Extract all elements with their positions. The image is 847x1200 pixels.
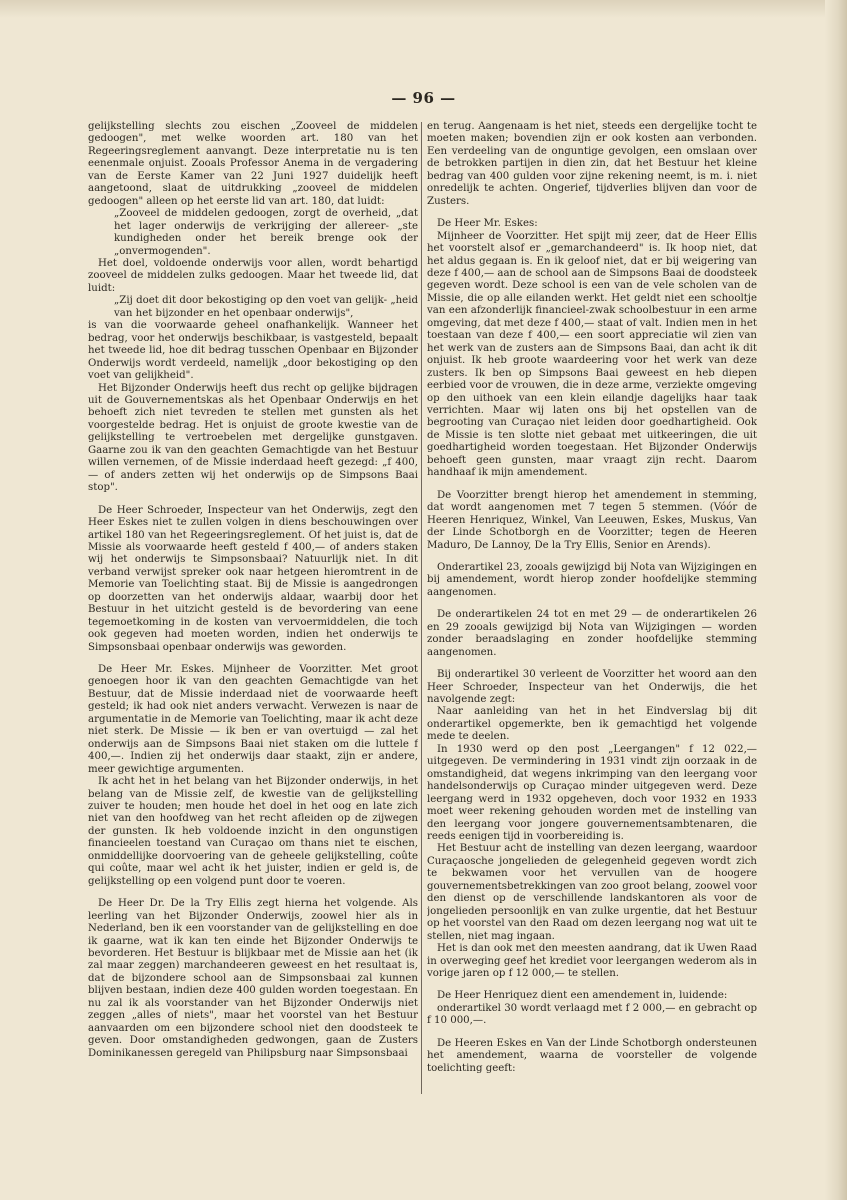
paragraph: De Heer Schroeder, Inspecteur van het Onderwijs, zegt den Heer Eskes niet te zullen volgen in diens beschouwingen over artikel 180 van het Regeeringsreglement. Of het juist is, dat de Missie als voorwaarde heeft gesteld f 400,— of anders staken wij het onderwijs te Simpsonsbaai? Natuurlijk niet. In dit verband verwijst spreker ook naar hetgeen hieromtrent in de Memorie van Toelichting staat. Bij de Missie is aangedrongen op doorzetten van het onderwijs aldaar, waarbij door het Bestuur in het uitzicht gesteld is de bevordering van eene tegemoetkoming in de kosten van vervoermiddelen, die toch ook gegeven had moeten worden, indien het onderwijs te Simpsonsbaai openbaar onderwijs was geworden. — [88, 504, 418, 653]
paragraph: en terug. Aangenaam is het niet, steeds een dergelijke tocht te moeten maken; bovendien zijn er ook kosten aan verbonden. Een verdeeling van de onguntige gevolgen, een omslaan over de betrokken partijen in dien zin, dat het Bestuur het kleine bedrag van 400 gulden voor zijne rekening neemt, is m. i. niet onredelijk te achten. Ongerief, tijdverlies blijven dan voor de Zusters. — [427, 121, 757, 207]
quotation: „Zooveel de middelen gedoogen, zorgt de overheid, „dat het lager onderwijs de verkrijging der allereer- „ste kundigheden onder het bereik brenge ook der „onvermogenden". — [114, 208, 418, 257]
paragraph: De Voorzitter brengt hierop het amendement in stemming, dat wordt aangenomen met 7 tegen 5 stemmen. (Vóór de Heeren Henriquez, Winkel, Van Leeuwen, Eskes, Muskus, Van der Linde Schotborgh en de Voorzitter; tegen de Heeren Maduro, De Lannoy, De la Try Ellis, Senior en Arends). — [427, 489, 757, 551]
paragraph: Het Bestuur acht de instelling van dezen leergang, waardoor Curaçaosche jongelieden de gelegenheid gegeven wordt zich te bekwamen voor het vervullen van de hoogere gouvernementsbetrekkingen van zoo groot belang, zoowel voor den dienst op de verschillende landskantoren als voor de jongelieden persoonlijk en van zulke urgentie, dat het Bestuur op het voorstel van den Raad om dezen leergang nog wat uit te stellen, niet mag ingaan. — [427, 843, 757, 942]
speaker-heading: De Heer Mr. Eskes: — [437, 218, 538, 230]
paragraph: is van die voorwaarde geheel onafhankelijk. Wanneer het bedrag, voor het onderwijs beschikbaar, is vastgesteld, bepaalt het tweede lid, hoe dit bedrag tusschen Openbaar en Bijzonder Onderwijs wordt verdeeld, namelijk „door bekostiging op den voet van gelijkheid". — [88, 320, 418, 382]
paragraph: De Heeren Eskes en Van der Linde Schotborgh ondersteunen het amendement, waarna de voorsteller de volgende toelichting geeft: — [427, 1037, 757, 1074]
page-number: — 96 — — [391, 89, 456, 107]
paragraph: Ik acht het in het belang van het Bijzonder onderwijs, in het belang van de Missie zelf, de kwestie van de gelijkstelling zuiver te houden; men houde het doel in het oog en late zich niet van den hoofdweg van het recht afleiden op de zijwegen der gunsten. Ik heb voldoende inzicht in den ongunstigen financieelen toestand van Curaçao om thans niet te eischen, onmiddellijke doorvoering van de geheele gelijkstelling, coûte qui coûte, maar wel acht ik het juister, indien er geld is, de gelijkstelling op een volgend punt door te voeren. — [88, 776, 418, 887]
page-edge-right — [825, 0, 847, 1200]
paragraph: gelijkstelling slechts zou eischen „Zooveel de middelen gedoogen", met welke woorden art. 180 van het Regeeringsreglement aanvangt. Deze interpretatie nu is ten eenenmale onjuist. Zooals Professor Anema in de vergadering van de Eerste Kamer van 22 Juni 1927 duidelijk heeft aangetoond, slaat de uitdrukking „zooveel de middelen gedoogen" alleen op het eerste lid van art. 180, dat luidt: — [88, 121, 418, 207]
paragraph: De Heer Dr. De la Try Ellis zegt hierna het volgende. Als leerling van het Bijzonder Onderwijs, zoowel hier als in Nederland, ben ik een voorstander van de gelijkstelling en doe ik gaarne, wat ik kan ten einde het Bijzonder Onderwijs te bevorderen. Het Bestuur is blijkbaar met de Missie aan het (ik zal maar zeggen) marchandeeren geweest en het resultaat is, dat de bijzondere school aan de Simpsonsbaai zal kunnen blijven bestaan, indien deze 400 gulden worden toegestaan. En nu zal ik als voorstander van het Bijzonder Onderwijs niet zeggen „alles of niets", maar het voorstel van het Bestuur aanvaarden om een bijzondere school niet den doodsteek te geven. Door omstandigheden gedwongen, gaan de Zusters Dominikanessen geregeld van Philipsburg naar Simpsonsbaai — [88, 898, 418, 1059]
paragraph: Onderartikel 23, zooals gewijzigd bij Nota van Wijzigingen en bij amendement, wordt hierop zonder hoofdelijke stemming aangenomen. — [427, 561, 757, 598]
paragraph: In 1930 werd op den post „Leergangen" f 12 022,— uitgegeven. De vermindering in 1931 vindt zijn oorzaak in de omstandigheid, dat wegens inkrimping van den leergang voor handelsonderwijs op Curaçao minder uitgegeven werd. Deze leergang werd in 1932 opgeheven, doch voor 1932 en 1933 moet weer rekening gehouden worden met de instelling van den leergang voor jongere gouvernementsambtenaren, die reeds eenigen tijd in voorbereiding is. — [427, 743, 757, 843]
paragraph: Bij onderartikel 30 verleent de Voorzitter het woord aan den Heer Schroeder, Inspecteur van het Onderwijs, die het navolgende zegt: — [427, 669, 757, 706]
quotation: „Zij doet dit door bekostiging op den voet van gelijk- „heid van het bijzonder en het openbaar onderwijs", — [114, 295, 418, 319]
paragraph: Mijnheer de Voorzitter. Het spijt mij zeer, dat de Heer Ellis het voorstelt alsof er „gemarchandeerd" is. Ik hoop niet, dat het aldus gegaan is. En ik geloof niet, dat er bij weigering van deze f 400,— aan de school aan de Simpsons Baai de doodsteek gegeven wordt. Deze school is een van de vele scholen van de Missie, die op alle eilanden werkt. Het geldt niet een schooltje van een afzonderlijk financieel-zwak schoolbestuur in een arme omgeving, dat met deze f 400,— staat of valt. Indien men in het toestaan van deze f 400,— een soort appreciatie wil zien van het werk van de zusters aan de Simpsons Baai, dan acht ik dit onjuist. Ik heb groote waardeering voor het werk van deze zusters. Ik ben op Simpsons Baai geweest en heb diepen eerbied voor de vrouwen, die in deze arme, verziekte omgeving op den uithoek van een klein eilandje dagelijks haar taak verrichten. Maar wij laten ons bij het opstellen van de begrooting van Curaçao niet leiden door goedhartigheid. Ook de Missie is ten slotte niet gebaat met uitkeeringen, die uit goedhartigheid worden toegestaan. Het Bijzonder Onderwijs behoeft geen gunsten, maar vraagt zijn recht. Daarom handhaaf ik mijn amendement. — [427, 230, 757, 479]
column-divider — [421, 122, 422, 1094]
page-edge-top — [0, 0, 847, 18]
paragraph: De Heer Mr. Eskes. Mijnheer de Voorzitter. Met groot genoegen hoor ik van den geachten Gemachtigde van het Bestuur, dat de Missie inderdaad niet de voorwaarde heeft gesteld; ik had ook niet anders verwacht. Verwezen is naar de argumentatie in de Memorie van Toelichting, maar ik acht deze niet sterk. De Missie — ik ben er van overtuigd — zal het onderwijs aan de Simpsons Baai niet staken om die luttele f 400,—. Indien zij het onderwijs daar staakt, zijn er andere, meer gewichtige argumenten. — [88, 664, 418, 775]
paragraph: Het is dan ook met den meesten aandrang, dat ik Uwen Raad in overweging geef het krediet voor leergangen wederom als in vorige jaren op f 12 000,— te stellen. — [427, 943, 757, 979]
paragraph: De onderartikelen 24 tot en met 29 — de onderartikelen 26 en 29 zooals gewijzigd bij Nota van Wijzigingen — worden zonder beraadslaging en zonder hoofdelijke stemming aangenomen. — [427, 609, 757, 658]
left-column — [88, 121, 418, 1171]
paragraph: Naar aanleiding van het in het Eindverslag bij dit onderartikel opgemerkte, ben ik gemachtigd het volgende mede te deelen. — [427, 706, 757, 743]
right-column — [427, 121, 757, 1171]
paragraph: Het Bijzonder Onderwijs heeft dus recht op gelijke bijdragen uit de Gouvernementskas als het Openbaar Onderwijs en het behoeft zich niet tevreden te stellen met gunsten als het voorgestelde bedrag. Het is onjuist de groote kwestie van de gelijkstelling te vertroebelen met dergelijke gunstgaven. Gaarne zou ik van den geachten Gemachtigde van het Bestuur willen vernemen, of de Missie inderdaad heeft gezegd: „f 400,— of anders zetten wij het onderwijs op de Simpsons Baai stop". — [88, 382, 418, 494]
paragraph: De Heer Henriquez dient een amendement in, luidende: — [437, 990, 728, 1002]
paragraph: Het doel, voldoende onderwijs voor allen, wordt behartigd zooveel de middelen zulks gedoogen. Maar het tweede lid, dat luidt: — [88, 257, 418, 294]
paragraph: onderartikel 30 wordt verlaagd met f 2 000,— en gebracht op f 10 000,—. — [427, 1002, 757, 1027]
